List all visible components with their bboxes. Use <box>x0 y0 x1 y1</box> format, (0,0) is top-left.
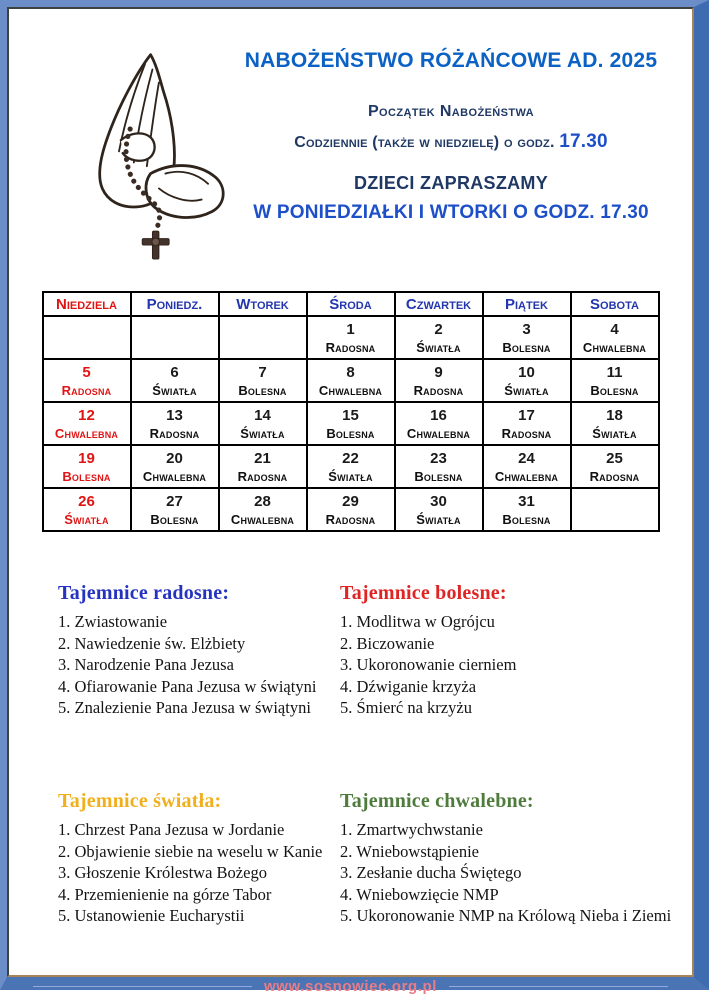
calendar-day-cell <box>131 445 219 488</box>
mysteries-glorious-title: Tajemnice chwalebne: <box>340 790 534 812</box>
calendar-day-cell <box>483 445 571 488</box>
calendar-day-cell <box>483 402 571 445</box>
mystery-item: 2. Objawienie siebie na weselu w Kanie <box>58 841 323 861</box>
mysteries-glorious-list <box>340 819 672 927</box>
mystery-item: 1. Modlitwa w Ogrójcu <box>340 612 495 631</box>
calendar-day-header: Sobota <box>571 292 659 316</box>
calendar-day-cell <box>395 445 483 488</box>
day-number: 24 <box>518 449 535 467</box>
mystery-item: 4. Dźwiganie krzyża <box>340 676 477 696</box>
day-number: 7 <box>258 363 267 381</box>
mysteries-joyful-title: Tajemnice radosne: <box>58 582 230 604</box>
calendar-day-cell <box>395 402 483 445</box>
day-mystery: Bolesna <box>150 511 199 527</box>
calendar-day-cell <box>307 316 395 359</box>
mystery-item: 5. Śmierć na krzyżu <box>340 698 472 717</box>
day-mystery: Bolesna <box>414 468 463 484</box>
calendar-day-cell <box>307 445 395 488</box>
footer-rule-left <box>33 986 252 987</box>
praying-hands-icon <box>23 41 228 274</box>
children-schedule-line: W PONIEDZIAŁKI I WTORKI O GODZ. 17.30 <box>253 202 649 223</box>
mysteries-luminous-title: Tajemnice światła: <box>58 790 222 812</box>
day-mystery: Radosna <box>325 339 376 355</box>
day-mystery: Chwalebna <box>406 425 471 441</box>
calendar-week-row <box>43 488 659 531</box>
mystery-item: 3. Zesłanie ducha Świętego <box>340 863 522 882</box>
day-mystery: Chwalebna <box>582 339 647 355</box>
day-mystery: Radosna <box>237 468 288 484</box>
mystery-item: 2. Biczowanie <box>340 633 435 653</box>
children-invite-line: DZIECI ZAPRASZAMY <box>353 173 549 193</box>
mysteries-joyful-list <box>58 611 340 719</box>
day-mystery: Światła <box>504 382 549 398</box>
day-number: 19 <box>78 449 95 467</box>
day-number: 4 <box>610 320 619 338</box>
day-mystery: Radosna <box>501 425 552 441</box>
calendar-week-row <box>43 445 659 488</box>
calendar-day-cell <box>131 488 219 531</box>
day-number: 22 <box>342 449 359 467</box>
devotion-start-label: Początek Nabożeństwa <box>367 103 535 120</box>
calendar-day-header: Niedziela <box>43 292 131 316</box>
calendar-day-cell <box>219 402 307 445</box>
day-number: 17 <box>518 406 535 424</box>
mystery-item: 1. Chrzest Pana Jezusa w Jordanie <box>58 820 285 839</box>
day-number: 18 <box>606 406 623 424</box>
mysteries-luminous <box>58 790 340 960</box>
day-number: 20 <box>166 449 183 467</box>
day-number: 29 <box>342 492 359 510</box>
day-number: 2 <box>434 320 443 338</box>
day-number: 27 <box>166 492 183 510</box>
day-mystery: Bolesna <box>502 511 551 527</box>
day-number: 8 <box>346 363 355 381</box>
calendar-day-cell <box>43 488 131 531</box>
mystery-item: 5. Ustanowienie Eucharystii <box>58 906 245 925</box>
day-number: 21 <box>254 449 271 467</box>
day-number: 15 <box>342 406 359 424</box>
calendar-day-header: Wtorek <box>219 292 307 316</box>
calendar-day-cell <box>307 488 395 531</box>
day-mystery: Chwalebna <box>54 425 119 441</box>
mysteries-glorious <box>340 790 672 960</box>
day-number: 28 <box>254 492 271 510</box>
mysteries-joyful <box>58 582 340 752</box>
mystery-item: 2. Nawiedzenie św. Elżbiety <box>58 633 246 653</box>
footer <box>23 978 678 995</box>
day-number: 3 <box>522 320 531 338</box>
header-text <box>228 35 678 224</box>
mystery-item: 4. Ofiarowanie Pana Jezusa w świątyni <box>58 676 317 696</box>
day-number: 13 <box>166 406 183 424</box>
calendar-day-cell <box>571 359 659 402</box>
day-mystery: Światła <box>152 382 197 398</box>
calendar-day-cell <box>131 316 219 359</box>
devotion-time-prefix: Codziennie (także w niedzielę) o godz. <box>294 134 555 151</box>
mysteries-section <box>23 532 678 960</box>
calendar-day-header: Środa <box>307 292 395 316</box>
day-mystery: Bolesna <box>326 425 375 441</box>
day-mystery: Chwalebna <box>142 468 207 484</box>
calendar-day-cell <box>219 316 307 359</box>
day-number: 9 <box>434 363 443 381</box>
day-number: 14 <box>254 406 271 424</box>
day-mystery: Światła <box>592 425 637 441</box>
calendar-day-cell <box>571 402 659 445</box>
calendar-day-header: Piątek <box>483 292 571 316</box>
day-mystery: Bolesna <box>590 382 639 398</box>
calendar-week-row <box>43 402 659 445</box>
day-mystery: Światła <box>64 511 109 527</box>
rosary-calendar-table <box>42 291 660 532</box>
day-number: 12 <box>78 406 95 424</box>
day-number: 10 <box>518 363 535 381</box>
day-number: 11 <box>606 363 623 381</box>
day-mystery: Światła <box>240 425 285 441</box>
day-number: 23 <box>430 449 447 467</box>
day-number: 1 <box>346 320 355 338</box>
day-mystery: Radosna <box>325 511 376 527</box>
mysteries-luminous-list <box>58 819 340 927</box>
mystery-item: 1. Zmartwychwstanie <box>340 820 483 839</box>
calendar-day-cell <box>43 316 131 359</box>
header <box>23 35 678 274</box>
calendar-day-cell <box>43 359 131 402</box>
mysteries-sorrowful-list <box>340 611 672 719</box>
calendar-day-cell <box>395 488 483 531</box>
mystery-item: 3. Narodzenie Pana Jezusa <box>58 655 234 674</box>
calendar-day-cell <box>131 402 219 445</box>
day-number: 5 <box>82 363 91 381</box>
day-mystery: Światła <box>416 511 461 527</box>
calendar-day-cell <box>131 359 219 402</box>
page-title: NABOŻEŃSTWO RÓŻAŃCOWE AD. 2025 <box>244 49 658 72</box>
day-mystery: Bolesna <box>502 339 551 355</box>
mystery-item: 5. Ukoronowanie NMP na Królową Nieba i Ziemi <box>340 906 672 925</box>
calendar-day-cell <box>571 316 659 359</box>
day-number: 31 <box>518 492 535 510</box>
devotion-time-line <box>228 131 674 153</box>
mysteries-sorrowful-title: Tajemnice bolesne: <box>340 582 507 604</box>
calendar-day-cell <box>395 359 483 402</box>
day-mystery: Światła <box>416 339 461 355</box>
calendar-day-cell <box>219 445 307 488</box>
calendar-day-header: Poniedz. <box>131 292 219 316</box>
day-mystery: Radosna <box>149 425 200 441</box>
calendar-day-cell <box>307 402 395 445</box>
mystery-item: 4. Wniebowzięcie NMP <box>340 884 499 904</box>
calendar-body <box>43 316 659 531</box>
calendar-week-row <box>43 316 659 359</box>
day-mystery: Radosna <box>413 382 464 398</box>
calendar-day-cell <box>571 488 659 531</box>
calendar-day-cell <box>219 488 307 531</box>
mystery-item: 4. Przemienienie na górze Tabor <box>58 884 272 904</box>
day-number: 25 <box>606 449 623 467</box>
day-mystery: Chwalebna <box>230 511 295 527</box>
calendar-day-cell <box>43 402 131 445</box>
day-number: 16 <box>430 406 447 424</box>
calendar-day-cell <box>571 445 659 488</box>
calendar-day-cell <box>483 488 571 531</box>
calendar-day-cell <box>307 359 395 402</box>
day-mystery: Chwalebna <box>494 468 559 484</box>
mystery-item: 1. Zwiastowanie <box>58 612 168 631</box>
day-mystery: Radosna <box>61 382 112 398</box>
devotion-time-value: 17.30 <box>559 131 608 152</box>
day-mystery: Chwalebna <box>318 382 383 398</box>
calendar-day-header: Czwartek <box>395 292 483 316</box>
calendar-header-row <box>43 292 659 316</box>
calendar-day-cell <box>219 359 307 402</box>
calendar-day-cell <box>483 316 571 359</box>
page-inner <box>7 7 694 995</box>
day-mystery: Radosna <box>589 468 640 484</box>
mystery-item: 5. Znalezienie Pana Jezusa w świątyni <box>58 698 311 717</box>
day-number: 30 <box>430 492 447 510</box>
mystery-item: 3. Głoszenie Królestwa Bożego <box>58 863 267 882</box>
calendar-week-row <box>43 359 659 402</box>
day-mystery: Światła <box>328 468 373 484</box>
day-mystery: Bolesna <box>238 382 287 398</box>
mysteries-sorrowful <box>340 582 672 752</box>
day-number: 26 <box>78 492 95 510</box>
footer-website-url: www.sosnowiec.org.pl <box>263 978 438 995</box>
footer-rule-right <box>449 986 668 987</box>
mystery-item: 3. Ukoronowanie cierniem <box>340 655 517 674</box>
calendar-day-cell <box>43 445 131 488</box>
mystery-item: 2. Wniebowstąpienie <box>340 841 479 861</box>
calendar-day-cell <box>395 316 483 359</box>
day-number: 6 <box>170 363 179 381</box>
calendar-day-cell <box>483 359 571 402</box>
day-mystery: Bolesna <box>62 468 111 484</box>
